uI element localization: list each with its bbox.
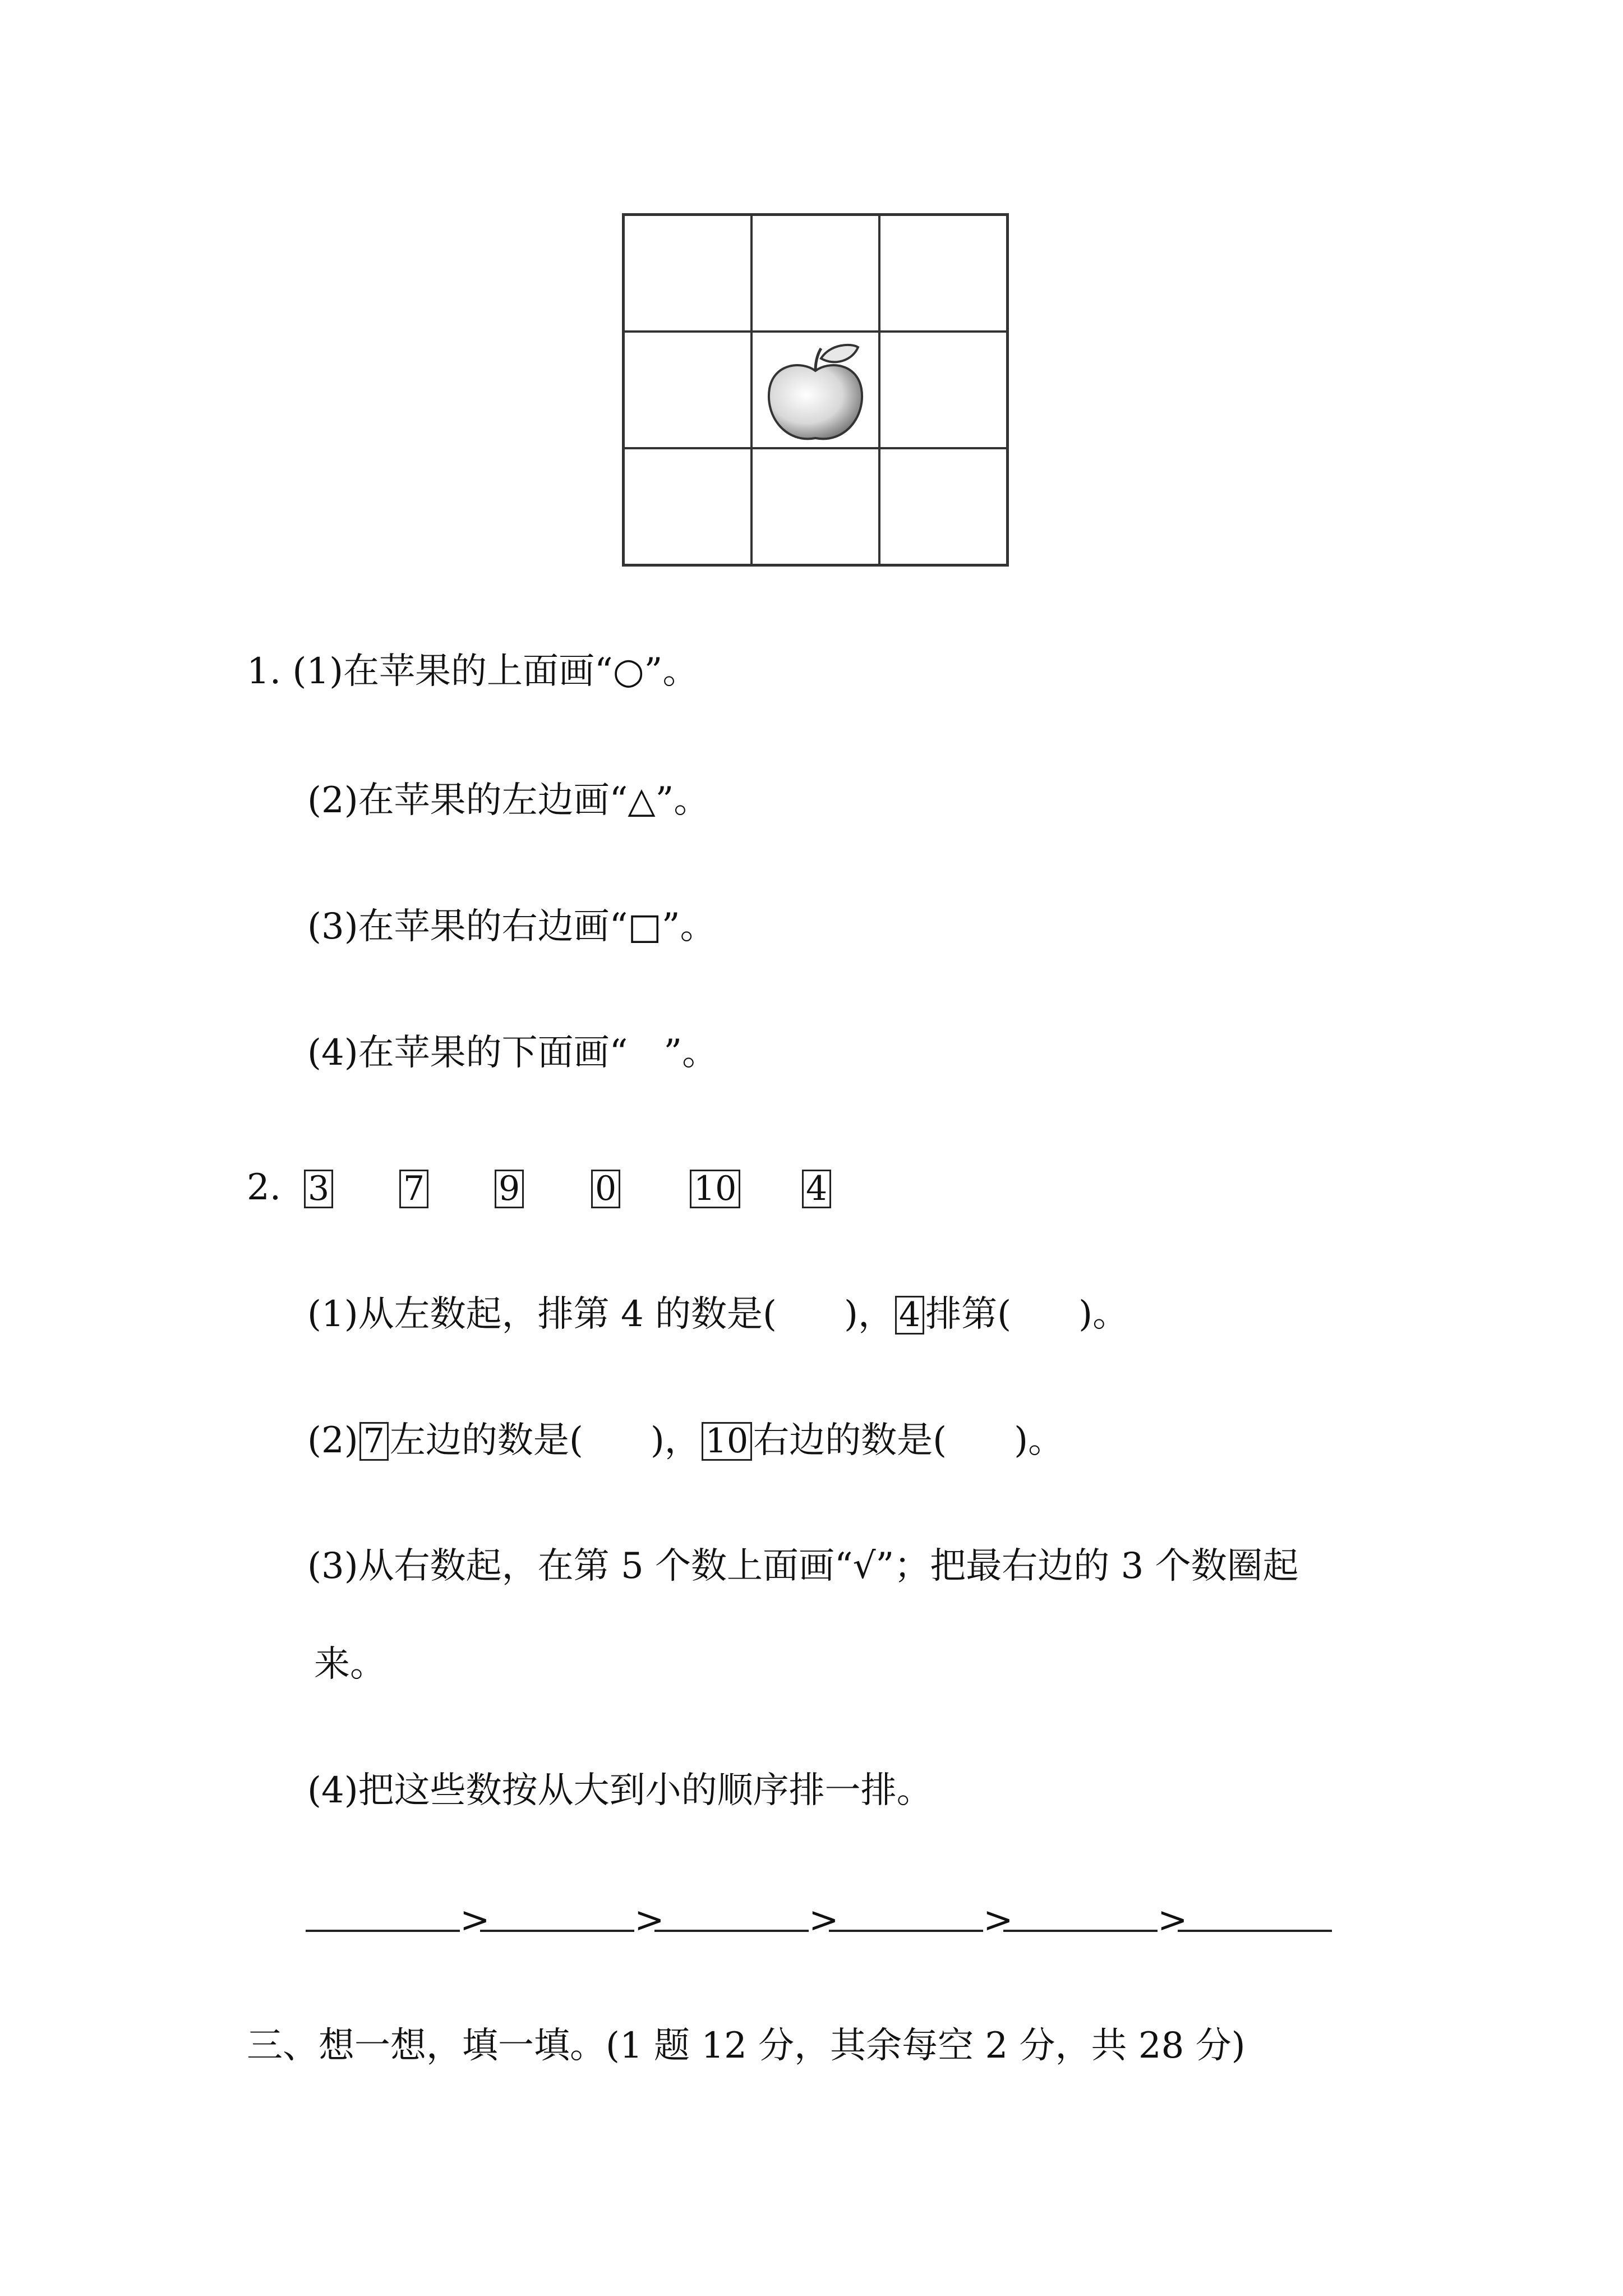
order-blank[interactable] — [654, 1899, 809, 1932]
grid-cell[interactable] — [624, 332, 751, 448]
grid-cell[interactable] — [751, 215, 879, 332]
q1-item-4-suffix: ”。 — [663, 1032, 718, 1074]
q1-item-4-prefix: (4)在苹果的下面画“ — [307, 1032, 628, 1074]
apple-icon — [757, 338, 875, 450]
grid-cell[interactable] — [879, 332, 1007, 448]
ordering-row: > > > > > — [306, 1899, 1332, 1941]
grid-cell[interactable] — [751, 448, 879, 565]
order-blank[interactable] — [480, 1899, 634, 1932]
grid-cell[interactable] — [879, 215, 1007, 332]
boxed-number: 0 — [590, 1170, 621, 1208]
boxed-number: 9 — [494, 1170, 525, 1208]
q1-item-4 — [307, 1032, 718, 1074]
order-blank[interactable] — [1178, 1899, 1332, 1932]
q2-sub-2: (2) 7 左边的数是( )， 10 右边的数是( )。 — [307, 1420, 1064, 1461]
boxed-number: 3 — [303, 1170, 334, 1208]
grid-cell-center — [751, 332, 879, 448]
q2-sub-3-line-2: 来。 — [314, 1644, 386, 1685]
boxed-number: 10 — [689, 1170, 741, 1208]
q2-header — [247, 1167, 282, 1208]
order-blank[interactable] — [306, 1899, 460, 1932]
order-blank[interactable] — [1003, 1899, 1158, 1932]
order-blank[interactable] — [829, 1899, 983, 1932]
grid-cell[interactable] — [624, 448, 751, 565]
q2-number: 2. — [247, 1167, 282, 1208]
position-grid — [622, 213, 1009, 567]
grid-cell[interactable] — [879, 448, 1007, 565]
grid-cell[interactable] — [624, 215, 751, 332]
q2-sub-4: (4)把这些数按从大到小的顺序排一排。 — [307, 1770, 933, 1811]
q2-sub-3-line-1: (3)从右数起，在第 5 个数上面画“√”；把最右边的 3 个数圈起 — [307, 1545, 1299, 1587]
boxed-number: 7 — [398, 1170, 430, 1208]
boxed-number: 4 — [801, 1170, 832, 1208]
q1-item-3: (3)在苹果的右边画“□”。 — [307, 906, 716, 947]
q1-line-1 — [247, 651, 699, 692]
section-3-heading: 三、想一想，填一填。(1 题 12 分，其余每空 2 分，共 28 分) — [247, 2025, 1246, 2067]
q1-number: 1. — [247, 651, 282, 692]
q1-item-2: (2)在苹果的左边画“△”。 — [307, 780, 710, 821]
q1-item-1: (1)在苹果的上面画“○”。 — [292, 651, 699, 692]
q2-sub-1: (1)从左数起，排第 4 的数是( )， 4 排第( )。 — [307, 1294, 1129, 1335]
